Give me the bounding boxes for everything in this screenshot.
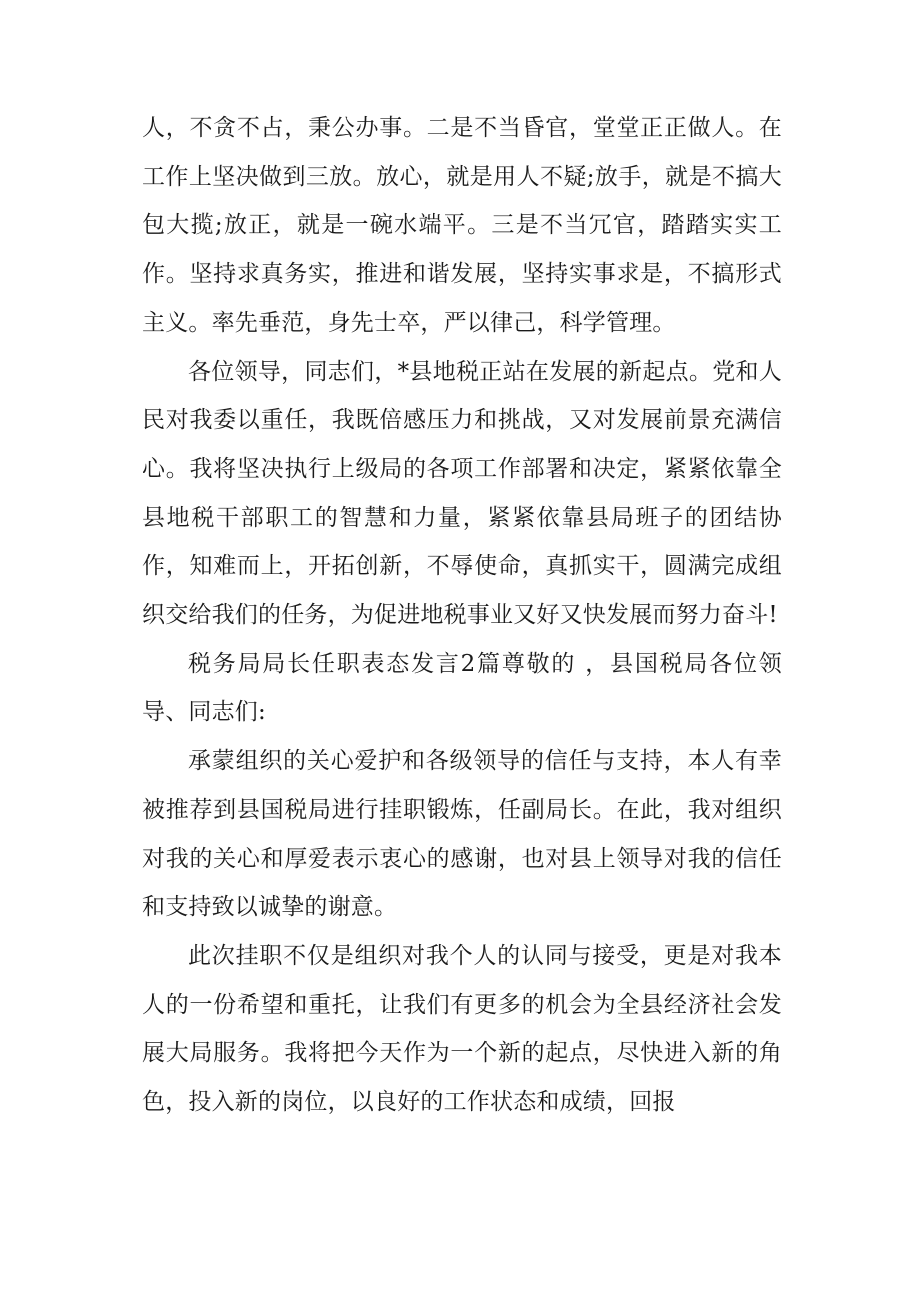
paragraph-commitment: 各位领导，同志们，*县地税正站在发展的新起点。党和人民对我委以重任，我既倍感压力和挑战，又对发展前景充满信心。我将坚决执行上级局的各项工作部署和决定，紧紧依靠全县地税干部职工的智慧和力量，紧紧依靠县局班子的团结协作，知难而上，开拓创新，不辱使命，真抓实干，圆满完成组织交给我们的任务，为促进地税事业又好又快发展而努力奋斗!	[142, 358, 782, 629]
paragraph-continued: 人，不贪不占，秉公办事。二是不当昏官，堂堂正正做人。在工作上坚决做到三放。放心，就是用人不疑;放手，就是不搞大包大揽;放正，就是一碗水端平。三是不当冗官，踏踏实实工作。坚持求真务实，推进和谐发展，坚持实事求是，不搞形式主义。率先垂范，身先士卒，严以律己，科学管理。	[142, 115, 782, 336]
paragraph-heading-greeting: 税务局局长任职表态发言2篇尊敬的 ，县国税局各位领导、同志们:	[142, 650, 782, 726]
paragraph-thanks: 承蒙组织的关心爱护和各级领导的信任与支持，本人有幸被推荐到县国税局进行挂职锻炼，任副局长。在此，我对组织对我的关心和厚爱表示衷心的感谢，也对县上领导对我的信任和支持致以诚挚的谢意。	[142, 748, 782, 921]
paragraph-pledge: 此次挂职不仅是组织对我个人的认同与接受，更是对我本人的一份希望和重托，让我们有更多的机会为全县经济社会发展大局服务。我将把今天作为一个新的起点，尽快进入新的角色，投入新的岗位，以良好的工作状态和成绩，回报	[142, 942, 782, 1116]
document-page	[142, 104, 782, 1127]
